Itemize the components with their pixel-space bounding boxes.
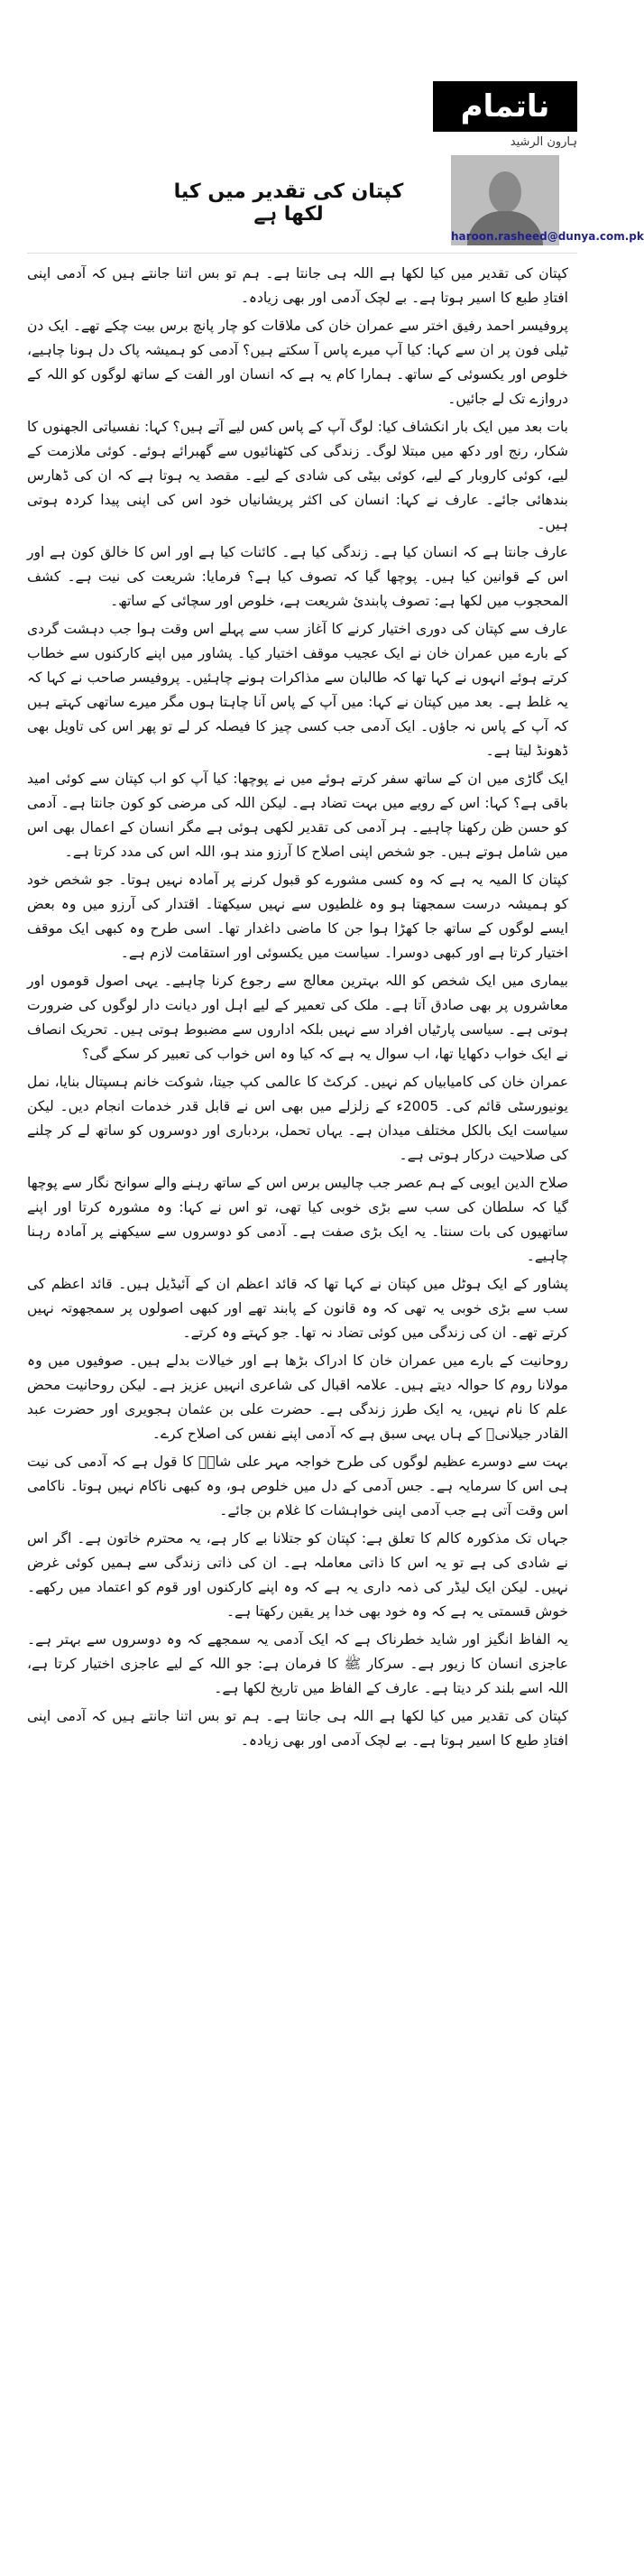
article-paragraph: روحانیت کے بارے میں عمران خان کا ادراک بڑھا ہے اور خیالات بدلے ہیں۔ صوفیوں میں وہ مولانا روم کا حوالہ دیتے ہیں۔ علامہ اقبال کی شاعری انہیں عزیز ہے۔ لیکن روحانیت محض علم کا نام نہیں، یہ ایک طرز زندگی ہے۔ حضرت علی بن عثمان ہجویری اور حضرت عبد القادر جیلانیؒ کے ہاں یہی سبق ہے کہ آدمی اپنے نفس کی اصلاح کرے۔ (27, 1353, 568, 1442)
article-body (27, 262, 568, 2553)
article-paragraph: عمران خان کی کامیابیاں کم نہیں۔ کرکٹ کا عالمی کپ جیتا، شوکت خانم ہسپتال بنایا، نمل یونیورسٹی قائم کی۔ 2005ء کے زلزلے میں بھی اس نے قابل قدر خدمات انجام دیں۔ لیکن سیاست ایک بالکل مختلف میدان ہے۔ یہاں تحمل، بردباری اور دوسروں کو ساتھ لے کر چلنے کی صلاحیت درکار ہوتی ہے۔ (27, 1074, 568, 1163)
column-logo: ناتمام (433, 81, 577, 132)
article-paragraph: عارف جانتا ہے کہ انسان کیا ہے۔ زندگی کیا ہے۔ کائنات کیا ہے اور اس کا خالق کون ہے اور اس کے قوانین کیا ہیں۔ پوچھا گیا کہ تصوف کیا ہے؟ فرمایا: شریعت کی نیت ہے۔ کشف المحجوب میں لکھا ہے: تصوف پابندیٔ شریعت ہے، خلوص اور سچائی کے ساتھ۔ (27, 544, 568, 609)
article-paragraph: کپتان کا المیہ یہ ہے کہ وہ کسی مشورے کو قبول کرنے پر آمادہ نہیں ہوتا۔ جو شخص خود کو ہمیشہ درست سمجھتا ہو وہ غلطیوں سے نہیں سیکھتا۔ اقتدار کی آرزو میں وہ بعض ایسے لوگوں کے ساتھ جا کھڑا ہوا جن کا ماضی داغدار تھا۔ اسی طرح وہ کبھی ایک موقف اختیار کرتا ہے اور کبھی دوسرا۔ سیاست میں یکسوئی اور استقامت لازم ہے۔ (27, 872, 568, 961)
article-paragraph: یہ الفاظ انگیز اور شاید خطرناک ہے کہ ایک آدمی یہ سمجھے کہ وہ دوسروں سے بہتر ہے۔ عاجزی انسان کا زیور ہے۔ سرکار ﷺ کا فرمان ہے: جو اللہ کے لیے عاجزی اختیار کرتا ہے، اللہ اسے بلند کر دیتا ہے۔ عارف کے الفاظ میں تاریخ لکھا ہے۔ (27, 1631, 568, 1696)
article-paragraph: ایک گاڑی میں ان کے ساتھ سفر کرتے ہوئے میں نے پوچھا: کیا آپ کو اب کپتان سے کوئی امید باقی ہے؟ کہا: اس کے رویے میں بہت تضاد ہے۔ لیکن اللہ کی مرضی کو کون جانتا ہے۔ آدمی کو حسن ظن رکھنا چاہیے۔ ہر آدمی کی تقدیر لکھی ہوئی ہے مگر انسان کے اعمال بھی اس میں شامل ہوتے ہیں۔ جو شخص اپنی اصلاح کا آرزو مند ہو، اللہ اس کی مدد کرتا ہے۔ (27, 771, 568, 860)
divider (27, 253, 577, 254)
author-email[interactable]: haroon.rasheed@dunya.com.pk (451, 230, 644, 243)
portrait-head (489, 171, 521, 213)
article-paragraph: کپتان کی تقدیر میں کیا لکھا ہے اللہ ہی جانتا ہے۔ ہم تو بس اتنا جانتے ہیں کہ آدمی اپنی افتادِ طبع کا اسیر ہوتا ہے۔ بے لچک آدمی اور بھی زیادہ۔ (27, 1708, 568, 1749)
article-paragraph: کپتان کی تقدیر میں کیا لکھا ہے اللہ ہی جانتا ہے۔ ہم تو بس اتنا جانتے ہیں کہ آدمی اپنی افتادِ طبع کا اسیر ہوتا ہے۔ بے لچک آدمی اور بھی زیادہ۔ (27, 265, 568, 306)
author-name: ہارون الرشید (510, 135, 577, 149)
article-paragraph: بیماری میں ایک شخص کو اللہ بہترین معالج سے رجوع کرنا چاہیے۔ یہی اصول قوموں اور معاشروں پر بھی صادق آتا ہے۔ ملک کی تعمیر کے لیے اہل اور دیانت دار لوگوں کی ضرورت ہوتی ہے۔ سیاسی پارٹیاں افراد سے نہیں بلکہ اداروں سے مضبوط ہوتی ہیں۔ تحریک انصاف نے ایک خواب دکھایا تھا، اب سوال یہ ہے کہ کیا وہ اس خواب کی تعبیر کر سکے گی؟ (27, 973, 568, 1062)
article-paragraph: جہاں تک مذکورہ کالم کا تعلق ہے: کپتان کو جتلانا بے کار ہے، یہ محترم خاتون ہے۔ اگر اس نے شادی کی ہے تو یہ اس کا ذاتی معاملہ ہے۔ ان کی ذاتی زندگی سے ہمیں کوئی غرض نہیں۔ لیکن ایک لیڈر کی ذمہ داری یہ ہے کہ وہ اپنے کارکنوں اور قوم کو اعتماد میں رکھے۔ خوش قسمتی یہ ہے کہ وہ خود بھی خدا پر یقین رکھتا ہے۔ (27, 1530, 568, 1620)
column-header (433, 81, 577, 217)
article-title: کپتان کی تقدیر میں کیا لکھا ہے (173, 180, 404, 226)
article-paragraph: پشاور کے ایک ہوٹل میں کپتان نے کہا تھا کہ قائد اعظم ان کے آئیڈیل ہیں۔ قائد اعظم کی سب سے بڑی خوبی یہ تھی کہ وہ قانون کے پابند تھے اور کبھی اصولوں پر سمجھوتہ نہیں کرتے تھے۔ ان کی زندگی میں کوئی تضاد نہ تھا۔ جو کہتے وہ کرتے۔ (27, 1276, 568, 1341)
article-paragraph: عارف سے کپتان کی دوری اختیار کرنے کا آغاز سب سے پہلے اس وقت ہوا جب دہشت گردی کے بارے میں عمران خان نے ایک عجیب موقف اختیار کیا۔ پشاور میں اپنے کارکنوں سے خطاب کرتے ہوئے انہوں نے کہا تھا کہ طالبان سے مذاکرات ہونے چاہئیں۔ پروفیسر صاحب نے کہا کہ یہ غلط ہے۔ بعد میں کپتان نے کہا: میں آپ کے پاس آنا چاہتا ہوں مگر میرے ساتھی کہتے ہیں کہ آپ کے پاس نہ جاؤں۔ ایک آدمی جب کسی چیز کا فیصلہ کر لے تو پھر اس کی تاویل بھی ڈھونڈ لیتا ہے۔ (27, 621, 568, 759)
article-paragraph: صلاح الدین ایوبی کے ہم عصر جب چالیس برس اس کے ساتھ رہنے والے سوانح نگار سے پوچھا گیا کہ سلطان کی سب سے بڑی خوبی کیا تھی، تو اس نے کہا: وہ مشورہ کرتا اور اپنے ساتھیوں کی بات سنتا۔ یہ ایک بڑی صفت ہے۔ آدمی کو دوسروں سے سیکھنے پر آمادہ رہنا چاہیے۔ (27, 1175, 568, 1264)
article-paragraph: بہت سے دوسرے عظیم لوگوں کی طرح خواجہ مہر علی شاہؒ کا قول ہے کہ آدمی کی نیت ہی اس کا سرمایہ ہے۔ جس آدمی کے دل میں خلوص ہو، وہ کبھی ناکام نہیں ہوتا۔ ناکامی اس وقت آتی ہے جب آدمی اپنی خواہشات کا غلام بن جائے۔ (27, 1454, 568, 1519)
article-paragraph: بات بعد میں ایک بار انکشاف کیا: لوگ آپ کے پاس کس لیے آتے ہیں؟ کہا: نفسیاتی الجھنوں کا شکار، رنج اور دکھ میں مبتلا لوگ۔ زندگی کی کٹھنائیوں سے گھبرائے ہوئے۔ کوئی ملازمت کے لیے، کوئی کاروبار کے لیے، کوئی بیٹی کی شادی کے لیے۔ مقصد یہ ہوتا ہے کہ ان کی ڈھارس بندھائی جائے۔ عارف نے کہا: انسان کی اکثر پریشانیاں خود اس کی اپنی پیدا کردہ ہوتی ہیں۔ (27, 419, 568, 532)
article-paragraph: پروفیسر احمد رفیق اختر سے عمران خان کی ملاقات کو چار پانچ برس بیت چکے تھے۔ ایک دن ٹیلی فون پر ان سے کہا: کیا آپ میرے پاس آ سکتے ہیں؟ آدمی کو ہمیشہ پاک دل ہونا چاہیے، خلوص اور یکسوئی کے ساتھ۔ ہمارا کام یہ ہے کہ انسان اور الفت کے ساتھ لوگوں کو اللہ کے دروازے تک لے جائیں۔ (27, 318, 568, 407)
